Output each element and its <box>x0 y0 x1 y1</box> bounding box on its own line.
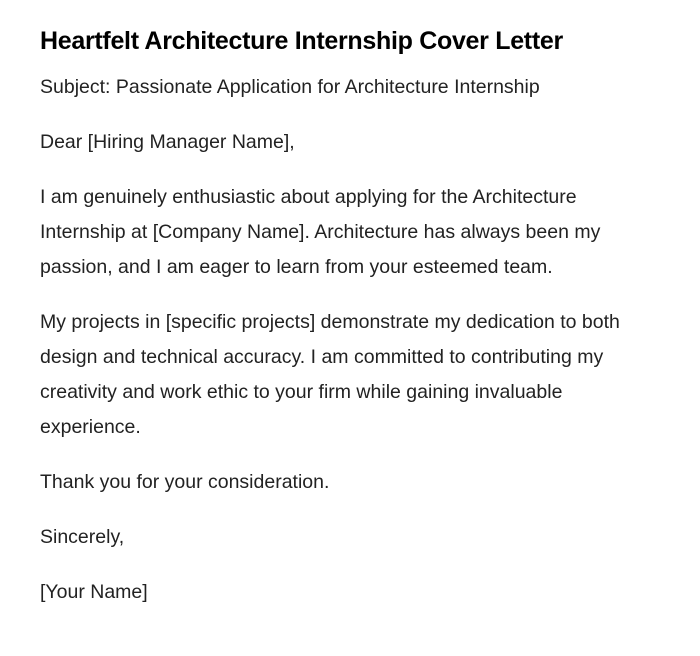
salutation: Dear [Hiring Manager Name], <box>40 131 295 153</box>
signature-placeholder: [Your Name] <box>40 581 148 603</box>
body-paragraph-1: I am genuinely enthusiastic about applying for the Architecture Internship at [Company Name]. Architecture has always been my passion, and I am eager to learn from your esteemed team. <box>40 186 601 278</box>
body-paragraph-2: My projects in [specific projects] demonstrate my dedication to both design and technical accuracy. I am committed to contributing my creativity and work ethic to your firm while gaining invaluable experience. <box>40 311 620 438</box>
subject-line: Subject: Passionate Application for Architecture Internship <box>40 76 540 98</box>
cover-letter <box>40 24 650 630</box>
document-title: Heartfelt Architecture Internship Cover Letter <box>40 27 563 55</box>
thanks-line: Thank you for your consideration. <box>40 471 330 493</box>
closing-line: Sincerely, <box>40 526 125 548</box>
